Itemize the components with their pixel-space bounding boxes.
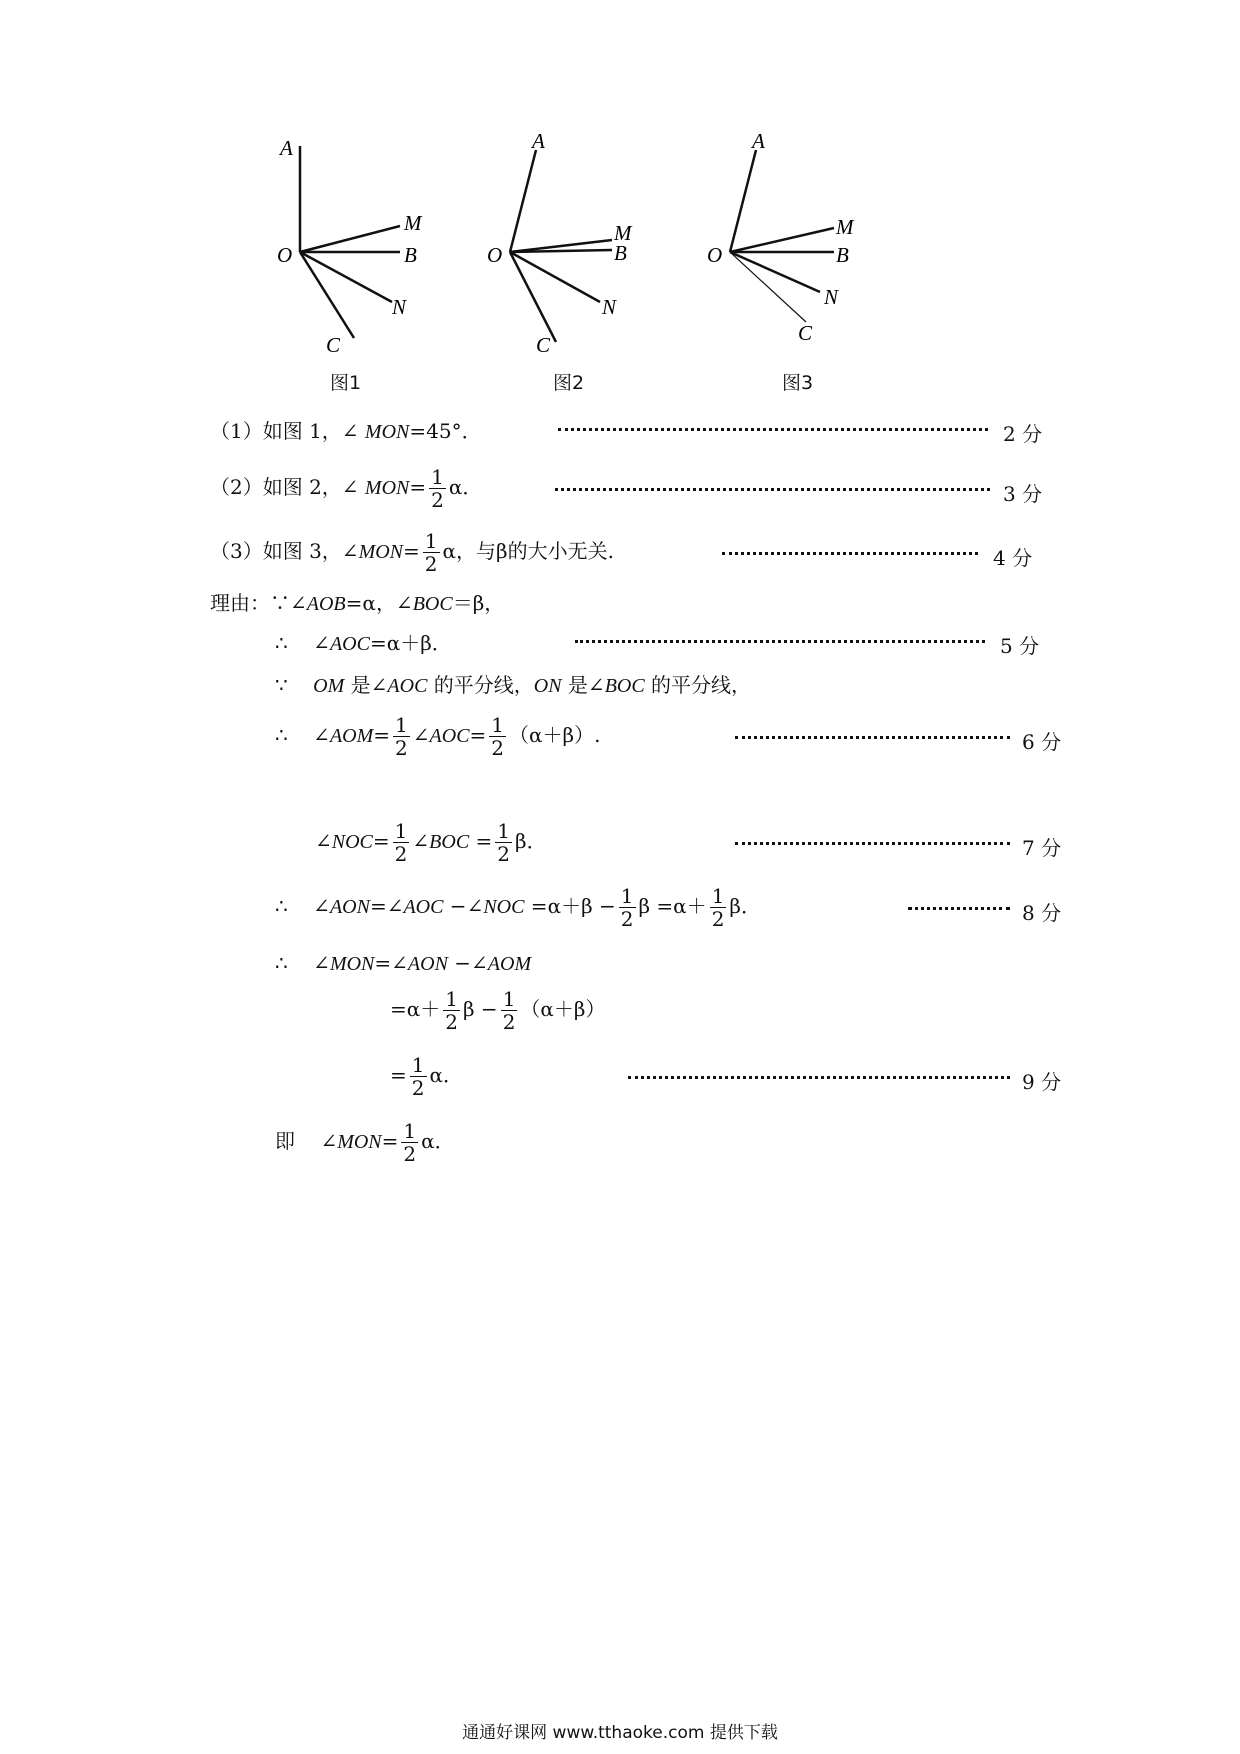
label-o: O [487,243,503,267]
fraction: $\frac{1}{2}$ [431,465,444,512]
label-m: M [836,215,854,239]
step-mon-result: = $\frac{1}{2}$ α． [390,1053,464,1100]
ray-om [300,226,400,252]
step-aom: ∴ ∠AOM= $\frac{1}{2}$ ∠AOC= $\frac{1}{2}$ （α＋β）. [275,713,601,760]
ray-on [300,252,392,302]
score-5: 5 分 [1000,634,1040,658]
figure-2 [487,120,690,390]
figure-1-diagram [270,120,470,390]
figure-3-diagram [707,120,910,390]
label-b: B [404,243,417,267]
leader-dots [555,488,990,491]
reason-line: 理由：∵∠AOB=α，∠BOC＝β， [210,591,505,615]
figure-1-caption: 图1 [330,372,362,394]
step-aon: ∴ ∠AON=∠AOC −∠NOC =α＋β − $\frac{1}{2}$ β =α＋ $\frac{1}{2}$ β． [275,884,761,931]
figure-3 [707,120,910,390]
leader-dots [735,842,1010,845]
fraction: $\frac{1}{2}$ [711,884,725,931]
label-m: M [404,211,422,235]
label-o: O [707,243,723,267]
label-m: M [614,221,632,245]
page-footer: 通通好课网 www.tthaoke.com 提供下载 [462,1723,778,1743]
fraction: $\frac{1}{2}$ [403,1119,417,1166]
part-1: （1）如图 1，∠ MON=45°． [210,419,482,443]
label-c: C [536,333,551,357]
ray-oa [730,150,756,252]
figure-3-caption: 图3 [782,372,814,394]
fraction: $\frac{1}{2}$ [445,987,458,1034]
ray-on [730,252,820,292]
score-6: 6 分 [1022,730,1062,754]
label-c: C [326,333,341,357]
ray-om [730,228,834,252]
score-8: 8 分 [1022,901,1062,925]
ray-oc [300,252,354,338]
fraction: $\frac{1}{2}$ [411,1053,425,1100]
label-n: N [824,285,839,309]
part-2: （2）如图 2，∠ MON= $\frac{1}{2}$ α． [210,465,483,512]
fraction: $\frac{1}{2}$ [620,884,634,931]
fraction: $\frac{1}{2}$ [497,819,511,866]
label-n: N [392,295,407,319]
leader-dots [722,552,978,555]
label-o: O [277,243,293,267]
score-7: 7 分 [1022,836,1062,860]
label-b: B [614,241,627,265]
step-mon: ∴ ∠MON=∠AON −∠AOM [275,951,532,975]
label-a: A [752,129,765,153]
leader-dots [558,428,988,431]
fraction: $\frac{1}{2}$ [394,819,408,866]
figure-2-diagram [487,120,690,390]
label-b: B [836,243,849,267]
ray-oc [730,252,806,322]
leader-dots [575,640,985,643]
fraction: $\frac{1}{2}$ [395,713,408,760]
score-9: 9 分 [1022,1070,1062,1094]
leader-dots [628,1076,1010,1079]
fraction: $\frac{1}{2}$ [424,529,438,576]
leader-dots [735,736,1010,739]
label-n: N [602,295,617,319]
score-4: 4 分 [993,546,1033,570]
score-2: 2 分 [1003,422,1043,446]
label-a: A [532,129,545,153]
fraction: $\frac{1}{2}$ [502,987,516,1034]
fraction: $\frac{1}{2}$ [491,713,505,760]
leader-dots [908,907,1010,910]
label-a: A [280,136,293,160]
label-c: C [798,321,813,345]
part-3: （3）如图 3，∠MON= $\frac{1}{2}$ α，与β的大小无关. [210,529,614,576]
step-noc: ∠NOC= $\frac{1}{2}$ ∠BOC = $\frac{1}{2}$ β． [315,819,547,866]
step-bisectors: ∵ OM 是∠AOC 的平分线，ON 是∠BOC 的平分线， [275,673,752,697]
conclusion: 即 ∠MON= $\frac{1}{2}$ α． [275,1119,455,1166]
ray-oa [510,150,536,252]
figure-2-caption: 图2 [553,372,585,394]
figure-1 [270,120,470,390]
step-mon-expand: =α＋ $\frac{1}{2}$ β − $\frac{1}{2}$ （α＋β） [390,987,606,1034]
score-3: 3 分 [1003,482,1043,506]
step-aoc: ∴ ∠AOC=α＋β． [275,631,452,655]
